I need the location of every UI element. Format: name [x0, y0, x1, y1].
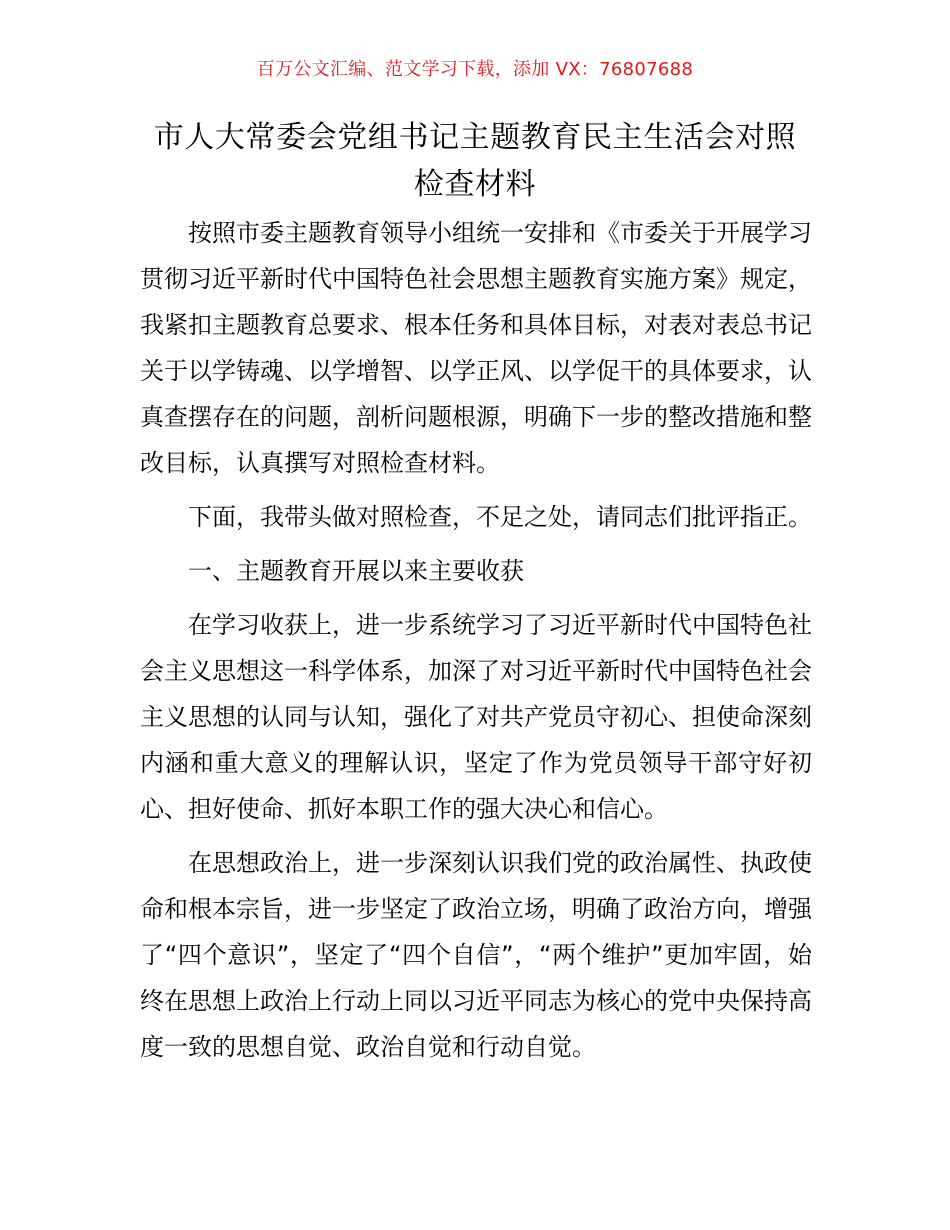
paragraph-political-thought: 在思想政治上，进一步深刻认识我们党的政治属性、执政使命和根本宗旨，进一步坚定了政治立场，明确了政治方向，增强了“四个意识”，坚定了“四个自信”，“两个维护”更加牢固，始终在思想上政治上行动上同以习近平同志为核心的党中央保持高度一致的思想自觉、政治自觉和行动自觉。: [140, 849, 812, 1061]
paragraph-intro: 按照市委主题教育领导小组统一安排和《市委关于开展学习贯彻习近平新时代中国特色社会思想主题教育实施方案》规定，我紧扣主题教育总要求、根本任务和具体目标，对表对表总书记关于以学铸魂、以学增智、以学正风、以学促干的具体要求，认真查摆存在的问题，剖析问题根源，明确下一步的整改措施和整改目标，认真撰写对照检查材料。: [140, 219, 812, 477]
document-title: 市人大常委会党组书记主题教育民主生活会对照检查材料: [153, 120, 797, 202]
paragraph-self-check: 下面，我带头做对照检查，不足之处，请同志们批评指正。: [188, 503, 812, 531]
watermark-header: 百万公文汇编、范文学习下载，添加 VX：76807688: [256, 59, 694, 80]
document-body: [140, 210, 812, 1078]
paragraph-study-gains: 在学习收获上，进一步系统学习了习近平新时代中国特色社会主义思想这一科学体系，加深了对习近平新时代中国特色社会主义思想的认同与认知，强化了对共产党员守初心、担使命深刻内涵和重大意义的理解认识，坚定了作为党员领导干部守好初心、担好使命、抓好本职工作的强大决心和信心。: [140, 611, 812, 823]
section-heading: 一、主题教育开展以来主要收获: [188, 557, 524, 585]
